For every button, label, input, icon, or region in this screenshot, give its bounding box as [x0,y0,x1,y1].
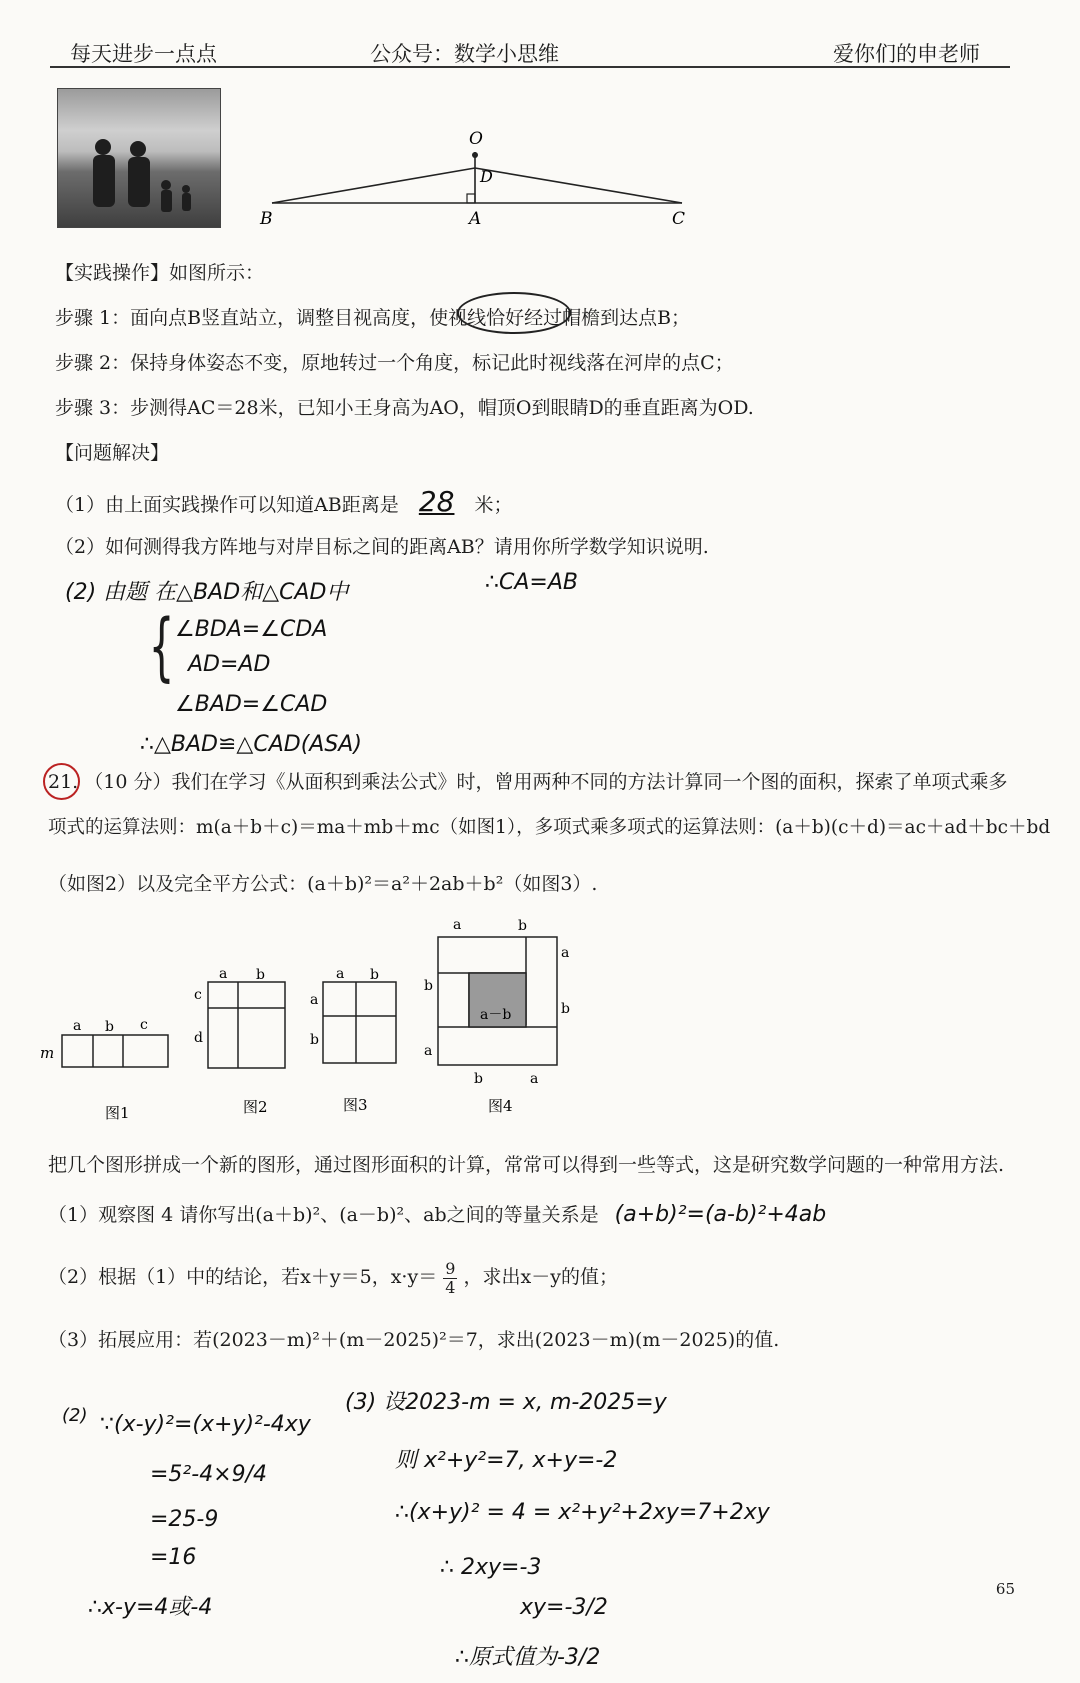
proof-conclusion: ∴CA=AB [485,570,578,595]
work-p2-l4: =16 [150,1545,197,1570]
work-p2-l2: =5²-4×9/4 [150,1462,268,1487]
fig3-b-left: b [310,1032,319,1048]
header-center: 公众号：数学小思维 [370,42,559,66]
header-left: 每天进步一点点 [70,42,217,66]
fig1-m: m [40,1044,55,1062]
fig3-a-left: a [310,992,319,1008]
proof-line1: (2) 由题 在△BAD和△CAD中 [65,580,349,605]
fig1-a: a [73,1018,82,1034]
subq2-fraction [443,1260,457,1296]
fig3-a-top: a [336,966,345,982]
text-after-figures: 把几个图形拼成一个新的图形，通过图形面积的计算，常常可以得到一些等式，这是研究数学问题的一种常用方法. [48,1154,1005,1176]
photo-figures-icon [58,89,220,227]
practice-step3: 步骤 3：步测得AC＝28米，已知小王身高为AO，帽顶O到眼睛D的垂直距离为OD. [55,397,754,419]
fig1-b: b [105,1019,114,1035]
label-O: O [469,129,483,149]
work-p2-l3: =25-9 [150,1507,219,1532]
figure-4 [418,915,578,1115]
label-B: B [260,209,273,229]
fig4-b-top: b [518,918,527,934]
photo-soldiers [57,88,221,228]
practice-step2: 步骤 2：保持身体姿态不变，原地转过一个角度，标记此时视线落在河岸的点C； [55,352,734,374]
work-p3-l4: ∴ 2xy=-3 [440,1555,542,1580]
subq-1 [48,1200,826,1227]
fig4-b-bottom: b [474,1071,483,1087]
solve-q2: （2）如何测得我方阵地与对岸目标之间的距离AB？请用你所学数学知识说明. [55,536,709,558]
subq-2 [48,1260,618,1296]
circle-annotation [457,292,571,334]
page-number: 65 [995,1580,1015,1598]
fig4-a-top: a [453,917,462,933]
proof-cond1: ∠BDA=∠CDA [175,617,328,642]
proof-congruent: ∴△BAD≌△CAD(ASA) [140,732,362,757]
fig4-caption: 图4 [488,1097,513,1115]
proof-cond3: ∠BAD=∠CAD [175,692,328,717]
practice-title: 【实践操作】如图所示： [55,262,265,284]
q21-text1: （10 分）我们在学习《从面积到乘法公式》时，曾用两种不同的方法计算同一个图的面积，探索了单项式乘多 [84,771,1008,793]
label-C: C [672,209,686,229]
figure-1 [35,1010,180,1125]
line-BD [272,168,475,203]
fig3-caption: 图3 [343,1096,368,1114]
proof-cond2: AD=AD [188,652,271,677]
fig4-b-left: b [424,978,433,994]
fig4-a-bottom: a [530,1071,539,1087]
work-p3-l2: 则 x²+y²=7, x+y=-2 [395,1448,618,1473]
work-p2-label: (2) [62,1405,88,1426]
work-p2-l5: ∴x-y=4或-4 [88,1595,213,1620]
fig4-center-label: a－b [480,1007,512,1023]
practice-step1: 步骤 1：面向点B竖直站立，调整目视高度，使视线恰好经过帽檐到达点B； [55,307,691,329]
fig4-a-right: a [561,945,570,961]
subq1-text: （1）观察图 4 请你写出(a＋b)²、(a－b)²、ab之间的等量关系是 [48,1204,599,1226]
fig2-c: c [194,987,202,1003]
label-A: A [469,209,482,229]
work-p2-l1: ∵(x-y)²=(x+y)²-4xy [100,1412,311,1437]
subq-3: （3）拓展应用：若(2023－m)²＋(m－2025)²＝7，求出(2023－m)(m－2025)的值. [48,1329,780,1351]
header-right: 爱你们的申老师 [833,42,980,66]
q21-line2: 项式的运算法则：m(a＋b＋c)＝ma＋mb＋mc（如图1），多项式乘多项式的运算法则：(a＋b)(c＋d)＝ac＋ad＋bc＋bd [48,817,1051,838]
fig4-a-left: a [424,1043,433,1059]
q1-answer: 28 [418,485,455,518]
q21-number: 21. [48,771,79,793]
work-p3-l3: ∴(x+y)² = 4 = x²+y²+2xy=7+2xy [395,1500,770,1525]
q21-line3: （如图2）以及完全平方公式：(a＋b)²＝a²＋2ab＋b²（如图3）. [48,873,598,895]
fig2-b: b [256,967,265,983]
brace-icon: { [148,604,175,690]
triangle-figure [262,130,692,230]
point-O [472,152,478,158]
q1-unit: 米； [474,494,513,516]
work-p3-l6: ∴原式值为-3/2 [455,1645,601,1670]
fraction-numerator: 9 [445,1259,456,1278]
solve-title: 【问题解决】 [55,442,170,464]
line-DC [475,168,682,203]
q21-line1 [48,767,1008,794]
page-header [50,28,1010,68]
figure-2 [188,960,298,1125]
fig2-caption: 图2 [243,1098,268,1116]
fig4-b-right: b [561,1001,570,1017]
subq2-post: ，求出x－y的值； [463,1266,618,1289]
work-p3-l1: (3) 设2023-m = x, m-2025=y [345,1390,667,1415]
fig3-b-top: b [370,967,379,983]
fraction-denominator: 4 [445,1277,456,1297]
right-angle-mark [467,194,475,203]
fig1-caption: 图1 [105,1104,130,1122]
figure-3 [305,960,405,1120]
work-p3-l5: xy=-3/2 [520,1595,608,1620]
subq2-text: （2）根据（1）中的结论，若x＋y＝5，x·y＝ [48,1266,438,1289]
fig2-d: d [194,1030,203,1046]
q1-text: （1）由上面实践操作可以知道AB距离是 [55,494,399,516]
label-D: D [480,167,493,186]
fig1-c: c [140,1017,148,1033]
solve-q1 [55,485,513,518]
fig2-a: a [219,966,228,982]
subq1-answer: (a+b)²=(a-b)²+4ab [614,1202,827,1227]
